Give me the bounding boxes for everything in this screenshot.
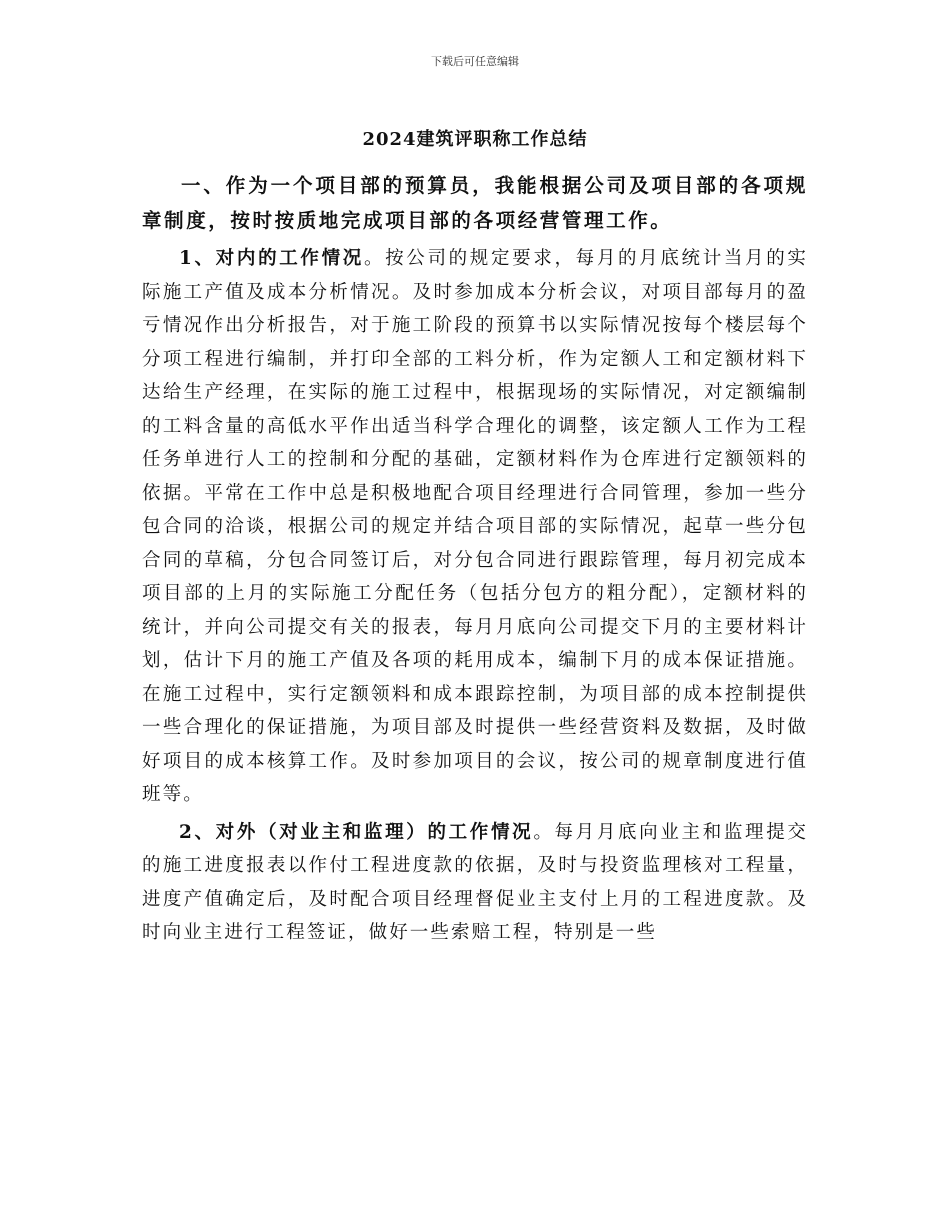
paragraph-text: 。按公司的规定要求，每月的月底统计当月的实际施工产值及成本分析情况。及时参加成本分析会议，对项目部每月的盈亏情况作出分析报告，对于施工阶段的预算书以实际情况按每个楼层每个分项工程进行编制，并打印全部的工料分析，作为定额人工和定额材料下达给生产经理，在实际的施工过程中，根据现场的实际情况，对定额编制的工料含量的高低水平作出适当科学合理化的调整，该定额人工作为工程任务单进行人工的控制和分配的基础，定额材料作为仓库进行定额领料的依据。平常在工作中总是积极地配合项目经理进行合同管理，参加一些分包合同的洽谈，根据公司的规定并结合项目部的实际情况，起草一些分包合同的草稿，分包合同签订后，对分包合同进行跟踪管理，每月初完成本项目部的上月的实际施工分配任务（包括分包方的粗分配），定额材料的统计，并向公司提交有关的报表，每月月底向公司提交下月的主要材料计划，估计下月的施工产值及各项的耗用成本，编制下月的成本保证措施。在施工过程中，实行定额领料和成本跟踪控制，为项目部的成本控制提供一些合理化的保证措施，为项目部及时提供一些经营资料及数据，及时做好项目的成本核算工作。及时参加项目的会议，按公司的规章制度进行值班等。: [142, 248, 808, 805]
document-title: 2024建筑评职称工作总结: [362, 129, 588, 150]
document-body: [142, 168, 808, 950]
page-header-note: 下载后可任意编辑: [431, 55, 519, 68]
paragraph-internal-work: [142, 242, 808, 812]
paragraph-lead: 1、对内的工作情况: [179, 248, 364, 269]
paragraph-lead: 2、对外（对业主和监理）的工作情况: [179, 821, 534, 843]
section-heading: 一、作为一个项目部的预算员，我能根据公司及项目部的各项规章制度，按时按质地完成项目部的各项经营管理工作。: [142, 174, 808, 232]
paragraph-text: 。每月月底向业主和监理提交的施工进度报表以作付工程进度款的依据，及时与投资监理核对工程量，进度产值确定后，及时配合项目经理督促业主支付上月的工程进度款。及时向业主进行工程签证，做好一些索赔工程，特别是一些: [142, 821, 808, 943]
paragraph-external-work: [142, 816, 808, 950]
